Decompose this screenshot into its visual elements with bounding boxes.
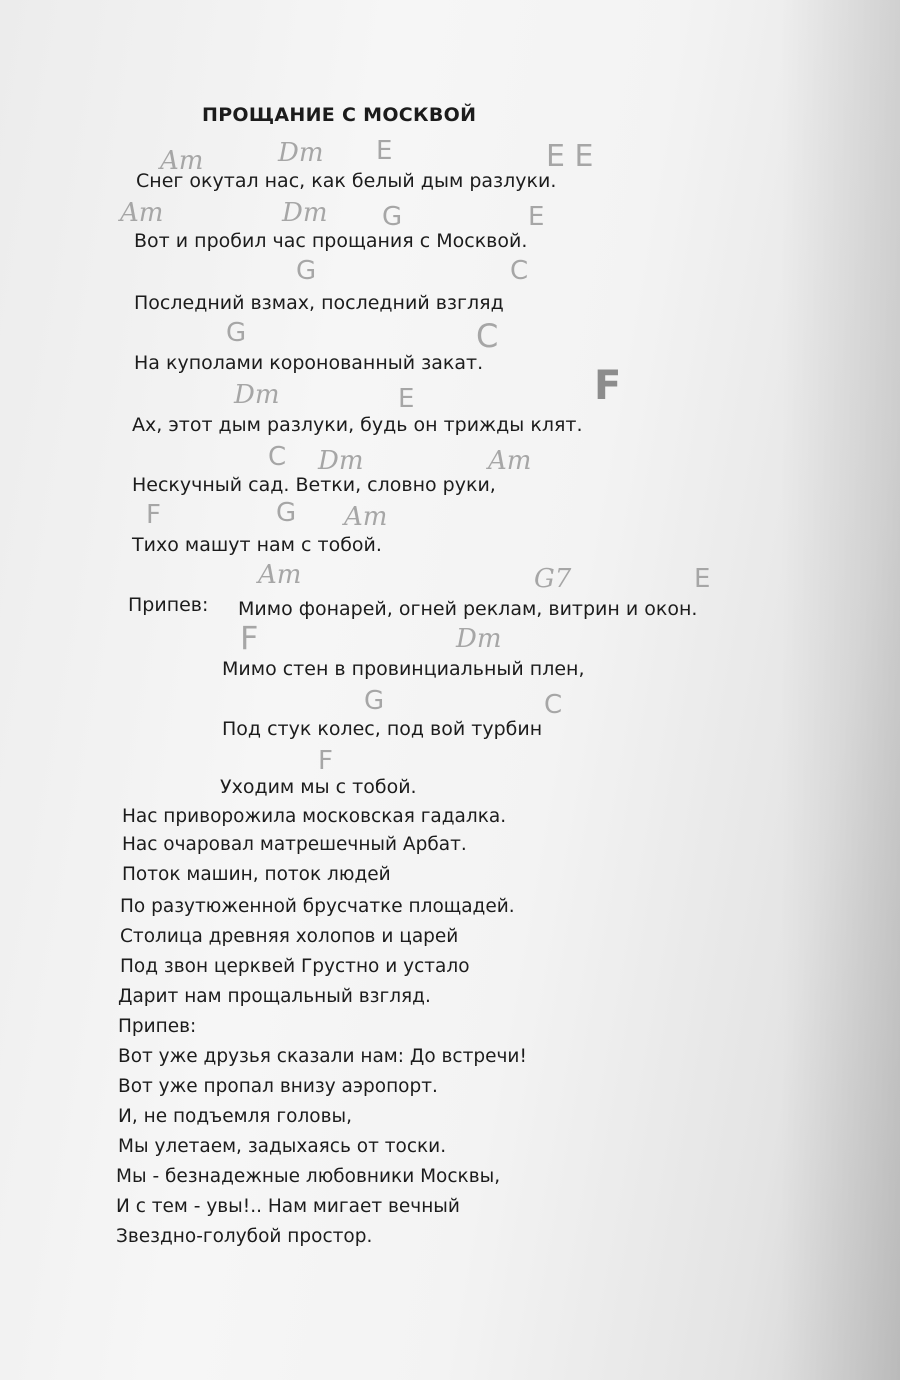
verse2-line-3: Поток машин, поток людей: [122, 864, 391, 885]
verse1-line-6: Нескучный сад. Ветки, словно руки,: [132, 474, 496, 496]
chorus-line-2: Мимо стен в провинциальный плен,: [222, 658, 585, 680]
chorus-line-4: Уходим мы с тобой.: [220, 776, 417, 798]
verse1-line-7: Тихо машут нам с тобой.: [132, 534, 382, 556]
chord-label: G: [382, 202, 403, 232]
chord-label: E: [528, 202, 545, 232]
verse3-line-2: Вот уже пропал внизу аэропорт.: [118, 1076, 438, 1097]
verse2-line-6: Под звон церквей Грустно и устало: [120, 956, 470, 977]
verse1-line-3: Последний взмах, последний взгляд: [134, 292, 504, 314]
verse3-line-7: Звездно-голубой простор.: [116, 1226, 373, 1247]
verse2-line-7: Дарит нам прощальный взгляд.: [118, 986, 431, 1007]
verse2-line-4: По разутюженной брусчатке площадей.: [120, 896, 515, 917]
chord-label: E: [694, 564, 711, 594]
chord-label: G7: [534, 564, 572, 594]
chorus-line-3: Под стук колес, под вой турбин: [222, 718, 543, 740]
verse1-line-2: Вот и пробил час прощания с Москвой.: [134, 230, 528, 252]
page-shadow: [780, 0, 900, 1380]
chord-label: E: [398, 384, 415, 414]
chord-label: C: [510, 256, 529, 286]
verse3-line-6: И с тем - увы!.. Нам мигает вечный: [116, 1196, 460, 1217]
song-title: ПРОЩАНИЕ С МОСКВОЙ: [202, 104, 477, 126]
verse2-line-1: Нас приворожила московская гадалка.: [122, 806, 507, 827]
chord-label: Am: [160, 146, 204, 176]
chord-label: Am: [258, 560, 302, 590]
chord-label: Dm: [234, 380, 280, 410]
chord-label: G: [276, 498, 297, 528]
verse1-line-5: Ах, этот дым разлуки, будь он трижды клят.: [132, 414, 583, 436]
chord-label: Dm: [278, 138, 324, 168]
chord-label: Dm: [456, 624, 502, 654]
chord-label: E: [376, 136, 393, 166]
chord-label: Dm: [282, 198, 328, 228]
verse2-line-2: Нас очаровал матрешечный Арбат.: [122, 834, 467, 855]
chorus-line-1: Мимо фонарей, огней реклам, витрин и окон.: [238, 598, 698, 620]
verse1-line-1: Снег окутал нас, как белый дым разлуки.: [136, 170, 557, 192]
chord-label: E E: [546, 139, 594, 174]
chord-label: F: [318, 746, 333, 776]
verse3-line-4: Мы улетаем, задыхаясь от тоски.: [118, 1136, 447, 1157]
chord-label: F: [146, 500, 161, 530]
verse2-line-5: Столица древняя холопов и царей: [120, 926, 459, 947]
chord-label: F: [594, 363, 622, 409]
chord-label: C: [268, 442, 287, 472]
verse1-line-4: На куполами коронованный закат.: [134, 352, 484, 374]
verse3-line-3: И, не подъемля головы,: [118, 1106, 352, 1127]
chord-label: C: [544, 690, 563, 720]
chord-label: F: [240, 619, 259, 657]
chord-label: G: [226, 318, 247, 348]
chord-label: C: [476, 317, 499, 355]
chord-label: Dm: [318, 446, 364, 476]
verse3-line-5: Мы - безнадежные любовники Москвы,: [116, 1166, 501, 1187]
chord-label: Am: [120, 198, 164, 228]
chord-label: G: [296, 256, 317, 286]
verse3-line-1: Вот уже друзья сказали нам: До встречи!: [118, 1046, 527, 1067]
chorus-label: Припев:: [128, 594, 209, 616]
chord-label: Am: [488, 446, 532, 476]
chord-label: Am: [344, 502, 388, 532]
chord-label: G: [364, 686, 385, 716]
chorus-repeat-label: Припев:: [118, 1016, 197, 1037]
